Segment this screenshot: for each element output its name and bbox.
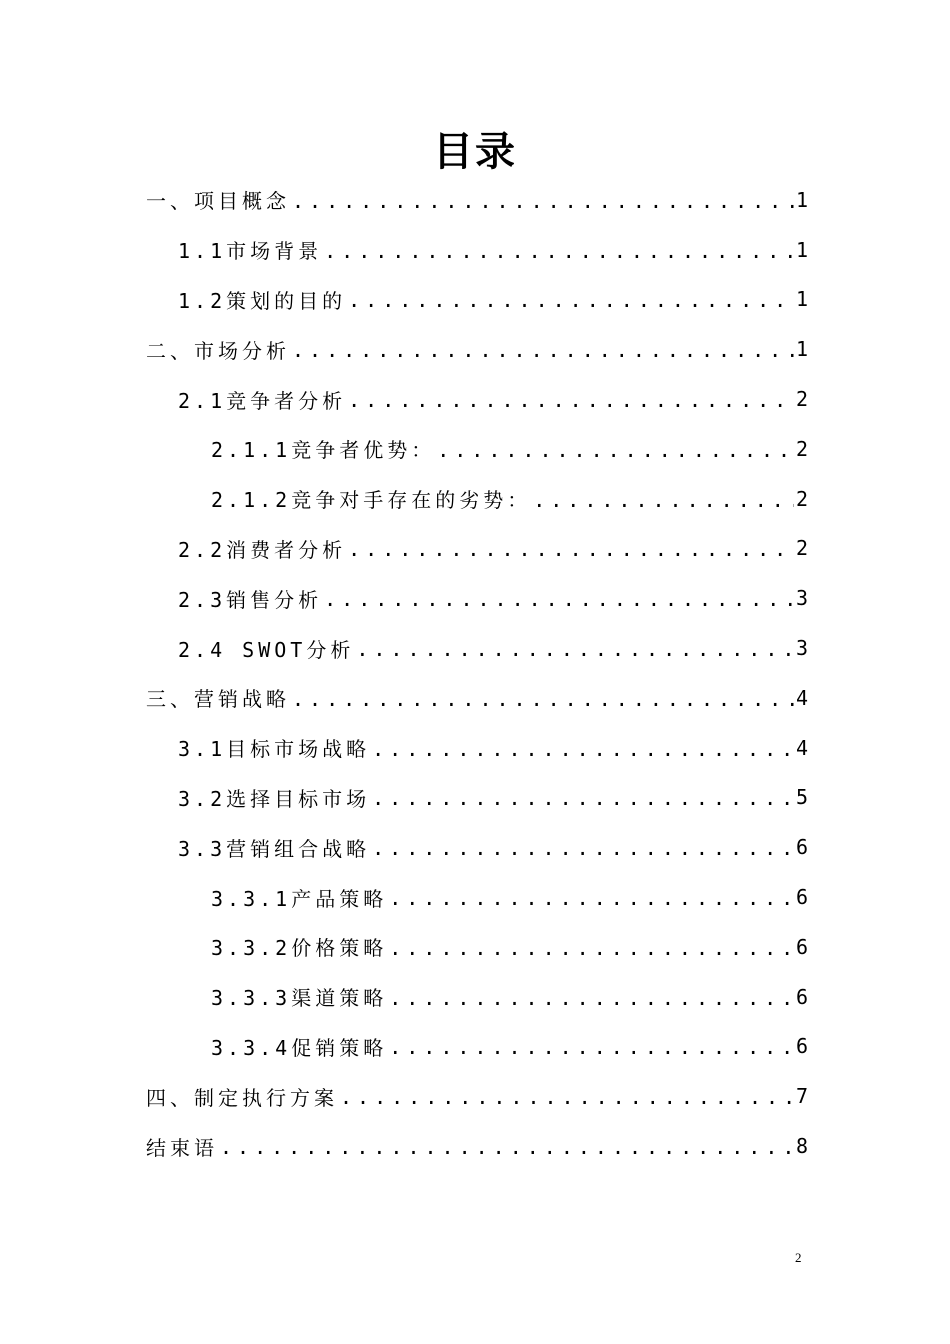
toc-leader (372, 737, 794, 761)
toc-leader (348, 537, 794, 561)
toc-entry[interactable] (146, 573, 808, 623)
toc-entry-label: 2.1.2竞争对手存在的劣势： (211, 488, 532, 513)
toc-entry[interactable] (146, 474, 808, 524)
toc-entry[interactable] (146, 723, 808, 773)
toc-entry[interactable] (146, 424, 808, 474)
toc-entry-label: 一、项目概念 (146, 189, 290, 214)
toc-entry-label: 四、制定执行方案 (146, 1085, 338, 1110)
toc-leader (324, 587, 794, 611)
toc-entry[interactable] (146, 922, 808, 972)
toc-leader (389, 886, 794, 910)
toc-entry-page: 6 (795, 934, 808, 959)
toc-entry-label: 3.3.3渠道策略 (211, 986, 388, 1011)
toc-entry-page: 2 (795, 436, 808, 461)
toc-entry-page: 5 (795, 785, 808, 810)
toc-entry[interactable] (146, 524, 808, 574)
toc-entry[interactable] (146, 374, 808, 424)
toc-entry[interactable] (146, 623, 808, 673)
toc-entry[interactable] (146, 872, 808, 922)
toc-entry[interactable] (146, 275, 808, 325)
toc-entry-page: 1 (795, 287, 808, 312)
toc-entry-page: 6 (795, 835, 808, 860)
toc-entry-label: 3.2选择目标市场 (178, 786, 371, 811)
toc-entry-page: 1 (795, 237, 808, 262)
toc-leader (348, 388, 794, 412)
toc-entry[interactable] (146, 1121, 808, 1171)
toc-entry-label: 2.3销售分析 (178, 587, 323, 612)
toc-leader (372, 836, 794, 860)
toc-entry-label: 3.3.4促销策略 (211, 1035, 388, 1060)
toc-entry[interactable] (146, 175, 808, 225)
toc-entry-page: 3 (795, 636, 808, 661)
page-title: 目录 (433, 129, 517, 175)
toc-entry-page: 3 (795, 586, 808, 611)
toc-leader (356, 637, 794, 661)
toc-leader (389, 1035, 794, 1059)
table-of-contents (146, 175, 808, 1171)
toc-entry-label: 2.1.1竞争者优势： (211, 438, 436, 463)
toc-leader (348, 288, 794, 312)
toc-leader (340, 1085, 794, 1109)
toc-leader (533, 488, 794, 512)
toc-leader (292, 687, 794, 711)
toc-leader (389, 986, 794, 1010)
toc-entry-page: 4 (795, 735, 808, 760)
toc-entry-label: 二、市场分析 (146, 338, 290, 363)
toc-entry-page: 8 (795, 1134, 808, 1159)
toc-entry-label: 三、营销战略 (146, 687, 290, 712)
toc-entry-label: 结束语 (146, 1135, 218, 1160)
toc-entry-page: 2 (795, 387, 808, 412)
toc-entry-label: 2.2消费者分析 (178, 537, 347, 562)
toc-entry-label: 2.1竞争者分析 (178, 388, 347, 413)
toc-entry[interactable] (146, 673, 808, 723)
toc-leader (292, 338, 794, 362)
toc-entry-label: 3.3营销组合战略 (178, 836, 371, 861)
toc-entry-label: 3.1目标市场战略 (178, 737, 371, 762)
toc-leader (389, 936, 794, 960)
toc-entry-page: 7 (795, 1084, 808, 1109)
toc-entry[interactable] (146, 822, 808, 872)
toc-entry-label: 2.4 SWOT分析 (178, 637, 355, 662)
toc-leader (437, 438, 794, 462)
toc-entry-page: 1 (795, 187, 808, 212)
toc-entry-label: 1.2策划的目的 (178, 288, 347, 313)
toc-leader (372, 786, 794, 810)
toc-entry[interactable] (146, 225, 808, 275)
toc-entry-label: 3.3.1产品策略 (211, 886, 388, 911)
toc-entry-page: 2 (795, 536, 808, 561)
toc-entry[interactable] (146, 972, 808, 1022)
footer-page-number: 2 (795, 1250, 802, 1265)
toc-entry-page: 6 (795, 984, 808, 1009)
toc-leader (220, 1135, 794, 1159)
toc-entry-page: 6 (795, 885, 808, 910)
toc-leader (292, 189, 794, 213)
toc-entry[interactable] (146, 1071, 808, 1121)
toc-entry-label: 3.3.2价格策略 (211, 936, 388, 961)
toc-entry-page: 1 (795, 337, 808, 362)
toc-entry-page: 4 (795, 685, 808, 710)
toc-entry-label: 1.1市场背景 (178, 239, 323, 264)
toc-entry-page: 6 (795, 1034, 808, 1059)
toc-entry[interactable] (146, 1022, 808, 1072)
toc-entry-page: 2 (795, 486, 808, 511)
toc-leader (324, 239, 794, 263)
toc-entry[interactable] (146, 324, 808, 374)
toc-entry[interactable] (146, 773, 808, 823)
